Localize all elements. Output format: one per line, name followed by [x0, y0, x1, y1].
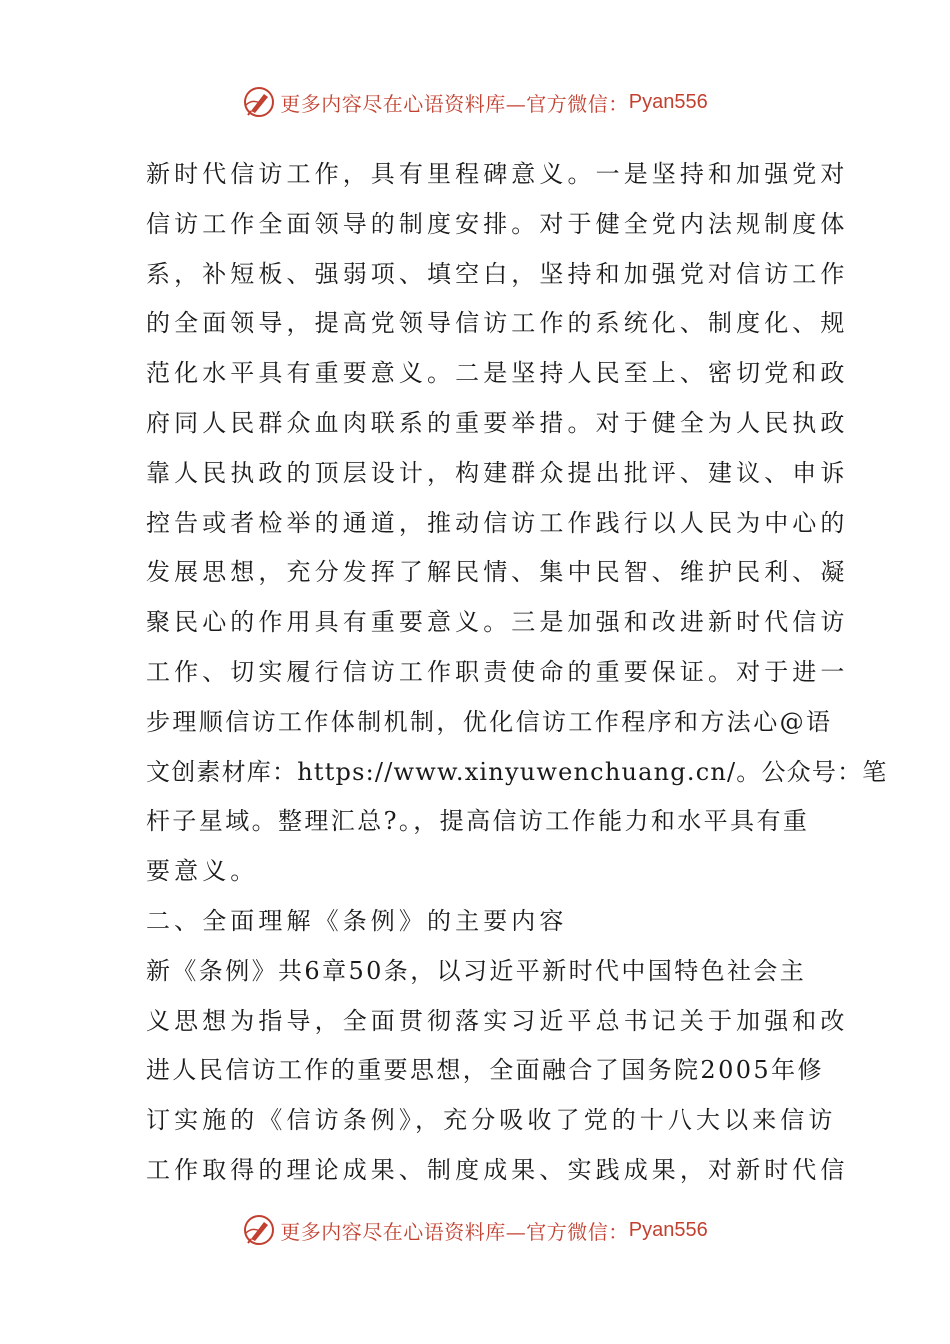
quill-pen-logo-icon: [242, 1213, 276, 1247]
text-line: 靠人民执政的顶层设计，构建群众提出批评、建议、申诉: [146, 458, 849, 487]
section-heading: 二、全面理解《条例》的主要内容: [146, 906, 568, 935]
text-line: 订实施的《信访条例》，充分吸收了党的十八大以来信访: [146, 1106, 837, 1135]
text-line: 的全面领导，提高党领导信访工作的系统化、制度化、规: [146, 309, 849, 338]
quill-pen-logo-icon: [242, 85, 276, 119]
banner-handle: Pyan556: [628, 90, 708, 113]
banner-text: 更多内容尽在心语资料库—官方微信：: [280, 91, 629, 116]
text-line: 工作、切实履行信访工作职责使命的重要保证。对于进一: [146, 657, 849, 686]
text-line: 府同人民群众血肉联系的重要举措。对于健全为人民执政: [146, 408, 849, 437]
document-body: [146, 150, 888, 1196]
text-line: 控告或者检举的通道，推动信访工作践行以人民为中心的: [146, 508, 849, 537]
banner-handle: Pyan556: [628, 1218, 708, 1241]
text-line: 聚民心的作用具有重要意义。三是加强和改进新时代信访: [146, 608, 849, 637]
text-line: 杆子星域。整理汇总?。，提高信访工作能力和水平具有重: [146, 807, 810, 836]
footer-banner: [0, 1210, 950, 1250]
text-line: 步理顺信访工作体制机制，优化信访工作程序和方法心@语: [146, 707, 833, 736]
text-line: 系，补短板、强弱项、填空白，坚持和加强党对信访工作: [146, 259, 849, 288]
text-line: 进人民信访工作的重要思想，全面融合了国务院2005年修: [146, 1056, 824, 1085]
text-line: 要意义。: [146, 857, 259, 886]
text-line: 新时代信访工作，具有里程碑意义。一是坚持和加强党对: [146, 160, 849, 188]
text-line: 发展思想，充分发挥了解民情、集中民智、维护民利、凝: [146, 558, 849, 587]
header-banner: [0, 82, 950, 122]
text-line: 新《条例》共6章50条，以习近平新时代中国特色社会主: [146, 956, 807, 985]
text-line: 义思想为指导，全面贯彻落实习近平总书记关于加强和改: [146, 1006, 849, 1035]
text-line-with-link: 文创素材库：https://www.xinyuwenchuang.cn/。公众号：笔: [146, 757, 888, 786]
banner-text: 更多内容尽在心语资料库—官方微信：: [280, 1219, 629, 1244]
text-line: 工作取得的理论成果、制度成果、实践成果，对新时代信: [146, 1155, 849, 1184]
text-line: 信访工作全面领导的制度安排。对于健全党内法规制度体: [146, 209, 849, 238]
text-line: 范化水平具有重要意义。二是坚持人民至上、密切党和政: [146, 359, 849, 388]
